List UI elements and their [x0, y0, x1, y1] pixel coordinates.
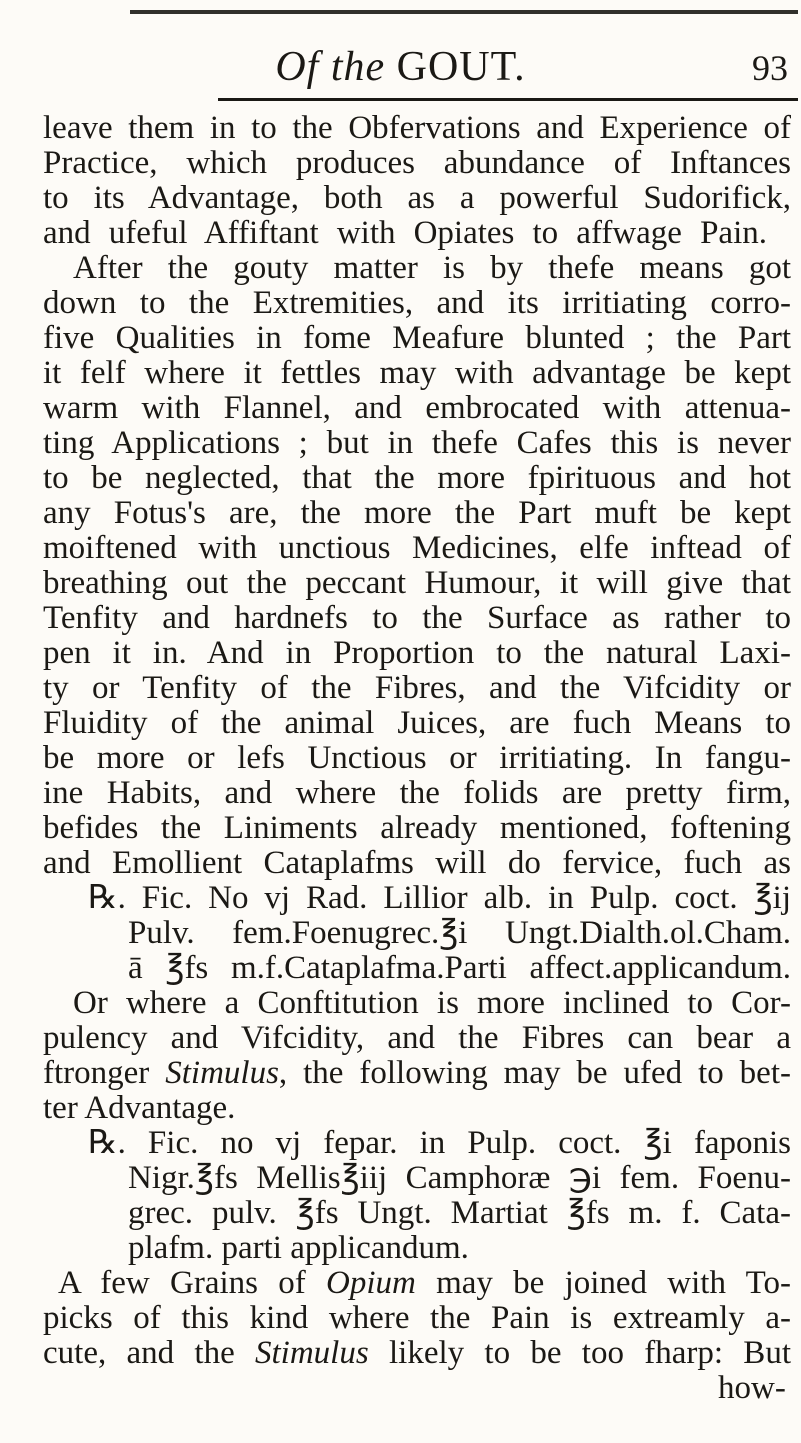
text-line: plafm. parti applicandum. [128, 1230, 469, 1266]
text-line: and Emollient Cataplafms will do fervice, fuch as [43, 845, 791, 881]
text-line: Pulv. fem.Foenugrec.℥i Ungt.Dialth.ol.Cham. [128, 915, 791, 951]
text-line: ting Applications ; but in thefe Cafes this is never [43, 425, 791, 461]
text-line: pen it in. And in Proportion to the natural Laxi- [43, 635, 791, 671]
page-header [0, 0, 801, 112]
text-line: Fluidity of the animal Juices, are fuch Means to [43, 705, 791, 741]
running-title [0, 42, 801, 92]
text-line: After the gouty matter is by thefe means got [73, 250, 791, 286]
text-line: ine Habits, and where the folids are pretty firm, [43, 775, 791, 811]
text-line: Tenfity and hardnefs to the Surface as rather to [43, 600, 791, 636]
text-line: warm with Flannel, and embrocated with attenua- [43, 390, 791, 426]
text-line: ℞. Fic. no vj fepar. in Pulp. coct. ℥i faponis [88, 1125, 791, 1161]
text-line: ℞. Fic. No vj Rad. Lillior alb. in Pulp. coct. ℥ij [88, 880, 791, 916]
text-line: to its Advantage, both as a powerful Sudorifick, [43, 180, 791, 216]
text-line: breathing out the peccant Humour, it will give that [43, 565, 791, 601]
catchword: how- [718, 1370, 786, 1406]
text-line: down to the Extremities, and its irritiating corro- [43, 285, 791, 321]
text-line: grec. pulv. ℥fs Ungt. Martiat ℥fs m. f. Cata- [128, 1195, 791, 1231]
text-line: leave them in to the Obfervations and Experience of [43, 110, 791, 146]
header-bottom-rule [218, 98, 798, 101]
header-top-rule [130, 10, 798, 14]
text-line: five Qualities in fome Meafure blunted ; the Part [43, 320, 791, 356]
text-line: moiftened with unctious Medicines, elfe inftead of [43, 530, 791, 566]
text-line: be more or lefs Unctious or irritiating. In fangu- [43, 740, 791, 776]
text-line: Nigr.℥fs Mellis℥iij Camphoræ ℈i fem. Foenu- [128, 1160, 791, 1196]
text-line: cute, and the Stimulus likely to be too fharp: But [43, 1335, 791, 1371]
text-line: to be neglected, that the more fpirituous and hot [43, 460, 791, 496]
running-title-main: GOUT. [396, 44, 526, 90]
text-line: A few Grains of Opium may be joined with To- [58, 1265, 791, 1301]
text-line: ā ℥fs m.f.Cataplafma.Parti affect.applicandum. [128, 950, 791, 986]
page-number: 93 [752, 48, 788, 88]
text-line: any Fotus's are, the more the Part muft be kept [43, 495, 791, 531]
text-line: befides the Liniments already mentioned, foftening [43, 810, 791, 846]
running-title-prefix: Of the [275, 44, 386, 90]
text-line: ftronger Stimulus, the following may be ufed to bet- [43, 1055, 791, 1091]
text-line: it felf where it fettles may with advantage be kept [43, 355, 791, 391]
text-line: ty or Tenfity of the Fibres, and the Vifcidity or [43, 670, 791, 706]
text-line: pulency and Vifcidity, and the Fibres can bear a [43, 1020, 791, 1056]
text-line: and ufeful Affiftant with Opiates to affwage Pain. [43, 215, 767, 251]
text-line: Practice, which produces abundance of Inftances [43, 145, 791, 181]
text-line: Or where a Conftitution is more inclined to Cor- [73, 985, 791, 1021]
text-line: ter Advantage. [43, 1090, 236, 1126]
text-line: picks of this kind where the Pain is extreamly a- [43, 1300, 791, 1336]
